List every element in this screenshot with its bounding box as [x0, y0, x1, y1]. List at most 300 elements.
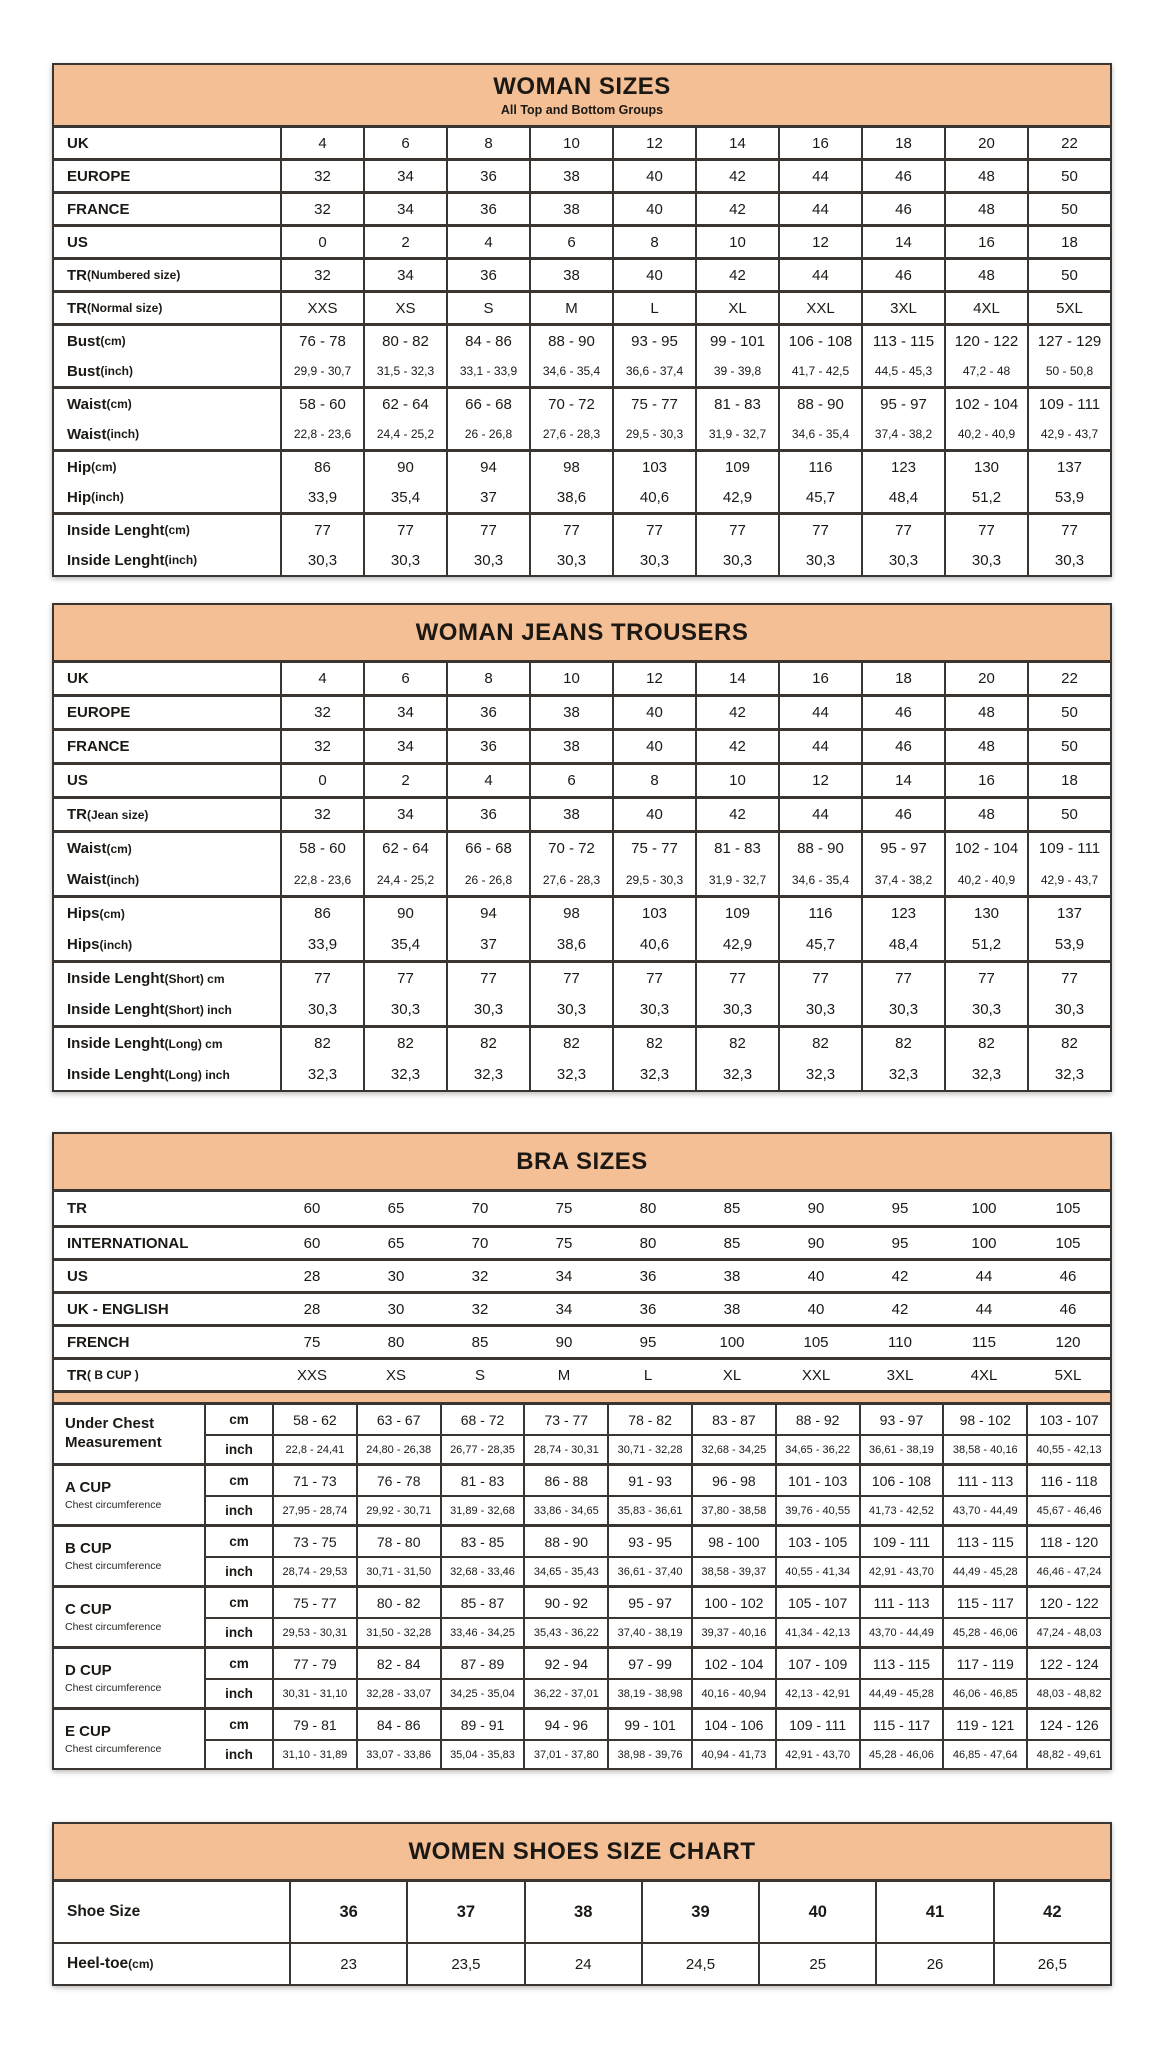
size-cell: 45,28 - 46,06: [942, 1619, 1026, 1646]
size-cell: 42,9 - 43,7: [1027, 419, 1110, 449]
cup-rows: [204, 1527, 1110, 1585]
size-cell: 77: [612, 515, 695, 545]
unit-label: cm: [229, 1595, 249, 1610]
row-label: UK: [67, 134, 89, 152]
cup-label: [54, 1649, 204, 1707]
size-cell: 5XL: [1054, 1366, 1082, 1384]
size-cell: 2: [363, 227, 446, 257]
size-cell: 23,5: [406, 1944, 523, 1984]
unit-label: inch: [225, 1503, 253, 1518]
size-cell: 40: [807, 1267, 825, 1285]
cup-group: [54, 1405, 1110, 1463]
size-cell: M: [529, 293, 612, 323]
size-cell: 32,68 - 33,46: [440, 1558, 524, 1585]
size-cell: M: [557, 1366, 571, 1384]
size-cell: 14: [861, 227, 944, 257]
size-cell: 32: [280, 731, 363, 762]
woman-sizes-table: [52, 63, 1112, 577]
size-cell: 28: [303, 1300, 321, 1318]
size-cell: 22,8 - 23,6: [280, 864, 363, 895]
size-cell: 38: [529, 194, 612, 224]
size-cell: 16: [778, 128, 861, 158]
size-cell: 14: [695, 663, 778, 694]
size-cell: 0: [280, 227, 363, 257]
size-cell: S: [446, 293, 529, 323]
size-cell: 46: [861, 161, 944, 191]
table-row: [54, 1028, 1110, 1059]
unit-label: cm: [229, 1717, 249, 1732]
size-cell: 47,24 - 48,03: [1026, 1619, 1110, 1646]
table-row: [54, 293, 1110, 323]
woman-sizes-body: [54, 128, 1110, 575]
size-cell: 48: [944, 194, 1027, 224]
size-cell: 27,6 - 28,3: [529, 419, 612, 449]
size-cell: 26,5: [993, 1944, 1110, 1984]
size-cell: 40,94 - 41,73: [691, 1741, 775, 1768]
size-cell: 40: [612, 697, 695, 728]
size-cell: 2: [363, 765, 446, 796]
size-cell: 46: [1059, 1267, 1077, 1285]
size-cell: 45,7: [778, 482, 861, 512]
size-row-group: [54, 762, 1110, 796]
row-label-text: Heel-toe: [67, 1955, 129, 1972]
women-shoes-header: [54, 1824, 1110, 1882]
size-cell: 82: [363, 1028, 446, 1059]
table-row: [206, 1649, 1110, 1678]
size-cell: XS: [363, 293, 446, 323]
size-cell: 24,4 - 25,2: [363, 864, 446, 895]
size-cell: 38,19 - 38,98: [607, 1680, 691, 1707]
size-cell: 37: [406, 1882, 523, 1942]
size-cell: 3XL: [886, 1366, 914, 1384]
row-label-unit: (Short) inch: [164, 1002, 232, 1017]
size-cell: 42: [695, 260, 778, 290]
size-cell: 77: [280, 963, 363, 994]
size-cell: 31,50 - 32,28: [356, 1619, 440, 1646]
size-cell: 94: [446, 898, 529, 929]
size-cell: 77: [446, 963, 529, 994]
size-cell: 40: [612, 161, 695, 191]
size-cell: 58 - 60: [280, 389, 363, 419]
row-label-text: TR: [67, 266, 87, 284]
table-row: [54, 765, 1110, 796]
table-row: [54, 194, 1110, 224]
woman-jeans-title: WOMAN JEANS TROUSERS: [415, 619, 749, 646]
size-cell: 37,01 - 37,80: [523, 1741, 607, 1768]
size-cell: 66 - 68: [446, 389, 529, 419]
size-cell: 32,3: [778, 1059, 861, 1090]
size-cell: 77: [944, 963, 1027, 994]
size-cell: 44: [975, 1267, 993, 1285]
size-cell: 32,68 - 34,25: [691, 1436, 775, 1463]
size-cell: 32: [471, 1267, 489, 1285]
table-row: [54, 1192, 1110, 1225]
size-cell: 10: [529, 663, 612, 694]
size-cell: 38: [529, 731, 612, 762]
table-row: [54, 389, 1110, 419]
size-cell: 40,6: [612, 929, 695, 960]
size-cell: 22,8 - 24,41: [272, 1436, 356, 1463]
size-cell: 90: [555, 1333, 573, 1351]
size-cell: 30,3: [695, 994, 778, 1025]
row-label-unit: (Numbered size): [87, 268, 181, 282]
size-cell: 77: [446, 515, 529, 545]
row-label-text: Inside Lenght: [67, 1001, 165, 1018]
table-row: [54, 1258, 1110, 1291]
table-row: [206, 1588, 1110, 1617]
size-cell: XL: [722, 1366, 742, 1384]
woman-sizes-subtitle: All Top and Bottom Groups: [500, 103, 664, 117]
row-label-text: Waist: [67, 840, 107, 857]
size-cell: 53,9: [1027, 929, 1110, 960]
size-cell: 8: [612, 227, 695, 257]
size-cell: 36: [639, 1300, 657, 1318]
size-cell: 102 - 104: [944, 833, 1027, 864]
table-row: [54, 1059, 1110, 1090]
row-label: Shoe Size: [67, 1903, 141, 1920]
size-cell: 48: [944, 260, 1027, 290]
row-label-unit: (inch): [99, 937, 133, 952]
row-label: FRANCE: [67, 200, 130, 218]
size-cell: 32,3: [612, 1059, 695, 1090]
size-cell: 31,9 - 32,7: [695, 419, 778, 449]
size-cell: 12: [612, 663, 695, 694]
row-label: FRANCE: [67, 738, 130, 755]
size-cell: 109 - 111: [859, 1527, 943, 1556]
size-cell: 80: [639, 1234, 657, 1252]
size-cell: 37,80 - 38,58: [691, 1497, 775, 1524]
size-cell: 50: [1027, 697, 1110, 728]
size-cell: 86 - 88: [523, 1466, 607, 1495]
size-cell: 30,3: [695, 545, 778, 575]
size-cell: 4XL: [970, 1366, 998, 1384]
size-cell: 36,22 - 37,01: [523, 1680, 607, 1707]
woman-jeans-table: [52, 603, 1112, 1092]
size-cell: 82: [280, 1028, 363, 1059]
size-cell: 109: [695, 452, 778, 482]
unit-label: cm: [229, 1534, 249, 1549]
size-cell: 77: [861, 515, 944, 545]
size-cell: 3XL: [861, 293, 944, 323]
size-cell: 34,65 - 35,43: [523, 1558, 607, 1585]
size-cell: 88 - 90: [529, 326, 612, 356]
size-cell: 82: [529, 1028, 612, 1059]
woman-sizes-header: [54, 65, 1110, 128]
size-cell: 30,3: [280, 994, 363, 1025]
row-label: [54, 1059, 280, 1090]
size-cell: 120 - 122: [944, 326, 1027, 356]
size-cell: 62 - 64: [363, 389, 446, 419]
row-label-unit: (Normal size): [87, 301, 163, 315]
cup-label: [54, 1527, 204, 1585]
size-cell: 109 - 111: [1027, 389, 1110, 419]
size-cell: 78 - 82: [607, 1405, 691, 1434]
size-cell: 30: [387, 1267, 405, 1285]
size-cell: 34,65 - 36,22: [775, 1436, 859, 1463]
size-cell: 105 - 107: [775, 1588, 859, 1617]
table-row: [54, 227, 1110, 257]
size-cell: 30,3: [529, 994, 612, 1025]
row-label: EUROPE: [67, 704, 131, 721]
size-cell: 4: [446, 765, 529, 796]
size-cell: 89 - 91: [440, 1710, 524, 1739]
cup-group: [54, 1585, 1110, 1646]
table-row: [54, 326, 1110, 356]
row-label: [54, 963, 280, 994]
size-cell: 30,3: [1027, 545, 1110, 575]
cup-group: [54, 1463, 1110, 1524]
size-cell: 46: [861, 799, 944, 830]
size-cell: 82: [778, 1028, 861, 1059]
row-label-text: Bust: [67, 362, 101, 380]
size-cell: 41,7 - 42,5: [778, 356, 861, 386]
row-label-unit: (cm): [106, 397, 132, 411]
row-label: [54, 864, 280, 895]
table-row: [54, 833, 1110, 864]
size-row-group: [54, 191, 1110, 224]
size-cell: 45,7: [778, 929, 861, 960]
table-row: [206, 1495, 1110, 1524]
size-cell: 95: [891, 1200, 909, 1217]
size-cell: 38: [529, 799, 612, 830]
size-cell: 77: [944, 515, 1027, 545]
size-cell: 96 - 98: [691, 1466, 775, 1495]
size-cell: 33,9: [280, 929, 363, 960]
size-cell: 46,46 - 47,24: [1026, 1558, 1110, 1585]
cup-name: A CUP: [65, 1479, 112, 1497]
size-cell: 42: [695, 194, 778, 224]
size-cell: 30,3: [1027, 994, 1110, 1025]
size-cell: 42,91 - 43,70: [775, 1741, 859, 1768]
row-label: [54, 545, 280, 575]
size-cell: 34: [363, 260, 446, 290]
row-label: [54, 1944, 289, 1984]
size-cell: 24,80 - 26,38: [356, 1436, 440, 1463]
size-cell: 24,4 - 25,2: [363, 419, 446, 449]
row-label-text: Waist: [67, 395, 107, 413]
size-cell: 4: [280, 663, 363, 694]
size-row-group: [54, 1025, 1110, 1090]
size-cell: 88 - 90: [778, 389, 861, 419]
size-cell: 34,6 - 35,4: [529, 356, 612, 386]
size-cell: 88 - 92: [775, 1405, 859, 1434]
size-cell: 8: [612, 765, 695, 796]
size-cell: XXL: [778, 293, 861, 323]
size-cell: XL: [695, 293, 778, 323]
size-row-group: [54, 128, 1110, 158]
table-row: [54, 963, 1110, 994]
table-row: [54, 1324, 1110, 1357]
size-cell: 107 - 109: [775, 1649, 859, 1678]
size-cell: 40,16 - 40,94: [691, 1680, 775, 1707]
size-cell: 70: [471, 1200, 489, 1217]
size-cell: 82: [446, 1028, 529, 1059]
women-shoes-table: [52, 1822, 1112, 1986]
row-label-unit: (cm): [99, 906, 125, 921]
size-cell: 45,28 - 46,06: [859, 1741, 943, 1768]
size-cell: 105: [1055, 1234, 1081, 1252]
size-row-group: [54, 512, 1110, 575]
woman-sizes-title: WOMAN SIZES: [493, 73, 671, 100]
size-cell: 37,4 - 38,2: [861, 419, 944, 449]
size-cell: 85: [723, 1234, 741, 1252]
row-label: [54, 482, 280, 512]
row-label: US: [67, 233, 88, 251]
size-cell: 30,3: [778, 994, 861, 1025]
size-cell: 53,9: [1027, 482, 1110, 512]
size-cell: 98: [529, 452, 612, 482]
size-cell: 95 - 97: [607, 1588, 691, 1617]
size-cell: 46: [861, 697, 944, 728]
size-cell: 8: [446, 128, 529, 158]
size-cell: 80: [387, 1333, 405, 1351]
size-cell: 75 - 77: [612, 389, 695, 419]
size-cell: 12: [778, 227, 861, 257]
size-cell: 95 - 97: [861, 833, 944, 864]
size-cell: 123: [861, 898, 944, 929]
cup-name: C CUP: [65, 1601, 112, 1619]
size-cell: 77: [695, 515, 778, 545]
size-cell: 42,91 - 43,70: [859, 1558, 943, 1585]
row-label-unit: (Short) cm: [164, 971, 225, 986]
table-row: [54, 731, 1110, 762]
size-cell: 50: [1027, 731, 1110, 762]
row-label: [54, 260, 280, 290]
size-cell: 30,31 - 31,10: [272, 1680, 356, 1707]
size-cell: 85: [723, 1200, 741, 1217]
size-cell: 130: [944, 898, 1027, 929]
row-label: FRENCH: [67, 1333, 130, 1351]
size-cell: 10: [695, 227, 778, 257]
row-label-text: Hip: [67, 488, 92, 506]
row-label-unit: (inch): [164, 553, 198, 567]
size-cell: 75: [555, 1200, 573, 1217]
size-cell: 111 - 113: [859, 1588, 943, 1617]
cup-rows: [204, 1466, 1110, 1524]
size-cell: 12: [778, 765, 861, 796]
size-cell: 62 - 64: [363, 833, 446, 864]
size-cell: 98 - 100: [691, 1527, 775, 1556]
size-cell: 39: [641, 1882, 758, 1942]
size-cell: 119 - 121: [942, 1710, 1026, 1739]
size-cell: 40,55 - 41,34: [775, 1558, 859, 1585]
size-cell: 20: [944, 663, 1027, 694]
size-cell: 30: [387, 1300, 405, 1318]
size-cell: 30,3: [529, 545, 612, 575]
row-label-unit: (cm): [106, 841, 132, 856]
bra-sizes-table: [52, 1132, 1112, 1770]
size-cell: 46,06 - 46,85: [942, 1680, 1026, 1707]
table-row: [54, 515, 1110, 545]
row-label-text: Inside Lenght: [67, 521, 165, 539]
cup-rows: [204, 1405, 1110, 1463]
size-cell: 40: [612, 194, 695, 224]
size-cell: XXS: [296, 1366, 327, 1384]
cup-subtitle: Chest circumference: [65, 1498, 162, 1511]
size-cell: 22,8 - 23,6: [280, 419, 363, 449]
size-row-group: [54, 796, 1110, 830]
cup-group: [54, 1646, 1110, 1707]
size-cell: 42: [695, 731, 778, 762]
size-cell: 27,6 - 28,3: [529, 864, 612, 895]
cup-rows: [204, 1588, 1110, 1646]
size-cell: 58 - 60: [280, 833, 363, 864]
unit-label: inch: [225, 1747, 253, 1762]
size-cell: 42: [891, 1300, 909, 1318]
size-cell: 42,9: [695, 929, 778, 960]
size-cell: 82: [612, 1028, 695, 1059]
size-cell: 42: [993, 1882, 1110, 1942]
row-label-unit: (Long) inch: [164, 1067, 230, 1082]
size-cell: 36: [446, 260, 529, 290]
size-cell: 113 - 115: [942, 1527, 1026, 1556]
size-cell: 8: [446, 663, 529, 694]
cup-name: D CUP: [65, 1662, 112, 1680]
size-cell: 123: [861, 452, 944, 482]
size-cell: 94 - 96: [523, 1710, 607, 1739]
size-cell: 6: [529, 765, 612, 796]
unit-label: inch: [225, 1442, 253, 1457]
size-cell: 14: [695, 128, 778, 158]
size-cell: 30,3: [778, 545, 861, 575]
table-row: [206, 1678, 1110, 1707]
size-cell: 115 - 117: [859, 1710, 943, 1739]
size-cell: 38,58 - 39,37: [691, 1558, 775, 1585]
size-cell: 40: [612, 799, 695, 830]
size-cell: 100: [719, 1333, 745, 1351]
table-row: [54, 929, 1110, 960]
size-cell: 37: [446, 929, 529, 960]
size-cell: 42,9 - 43,7: [1027, 864, 1110, 895]
size-cell: 31,9 - 32,7: [695, 864, 778, 895]
cup-subtitle: Chest circumference: [65, 1742, 162, 1755]
size-cell: 81 - 83: [695, 833, 778, 864]
row-label: [54, 419, 280, 449]
size-cell: 48,4: [861, 482, 944, 512]
cup-group: [54, 1524, 1110, 1585]
size-cell: 36,6 - 37,4: [612, 356, 695, 386]
row-label-text: Hip: [67, 458, 92, 476]
size-row-group: [54, 960, 1110, 1025]
bra-cup-body: [54, 1405, 1110, 1768]
size-cell: 109 - 111: [775, 1710, 859, 1739]
size-row-group: [54, 728, 1110, 762]
size-cell: 34: [555, 1267, 573, 1285]
size-cell: 77: [778, 515, 861, 545]
size-cell: 40,55 - 42,13: [1026, 1436, 1110, 1463]
size-cell: 29,92 - 30,71: [356, 1497, 440, 1524]
size-cell: 34,6 - 35,4: [778, 419, 861, 449]
size-cell: 127 - 129: [1027, 326, 1110, 356]
size-cell: 46: [861, 731, 944, 762]
unit-label: inch: [225, 1686, 253, 1701]
size-cell: 102 - 104: [691, 1649, 775, 1678]
size-cell: 82: [695, 1028, 778, 1059]
row-label: UK: [67, 670, 89, 687]
size-cell: 37,4 - 38,2: [861, 864, 944, 895]
table-row: [54, 1291, 1110, 1324]
size-cell: 70 - 72: [529, 833, 612, 864]
table-row: [206, 1617, 1110, 1646]
size-cell: 30,71 - 31,50: [356, 1558, 440, 1585]
size-cell: 82: [1027, 1028, 1110, 1059]
size-cell: 36: [289, 1882, 406, 1942]
table-row: [206, 1434, 1110, 1463]
size-cell: 30,3: [280, 545, 363, 575]
size-cell: 40: [612, 731, 695, 762]
size-cell: 50: [1027, 194, 1110, 224]
size-cell: 14: [861, 765, 944, 796]
